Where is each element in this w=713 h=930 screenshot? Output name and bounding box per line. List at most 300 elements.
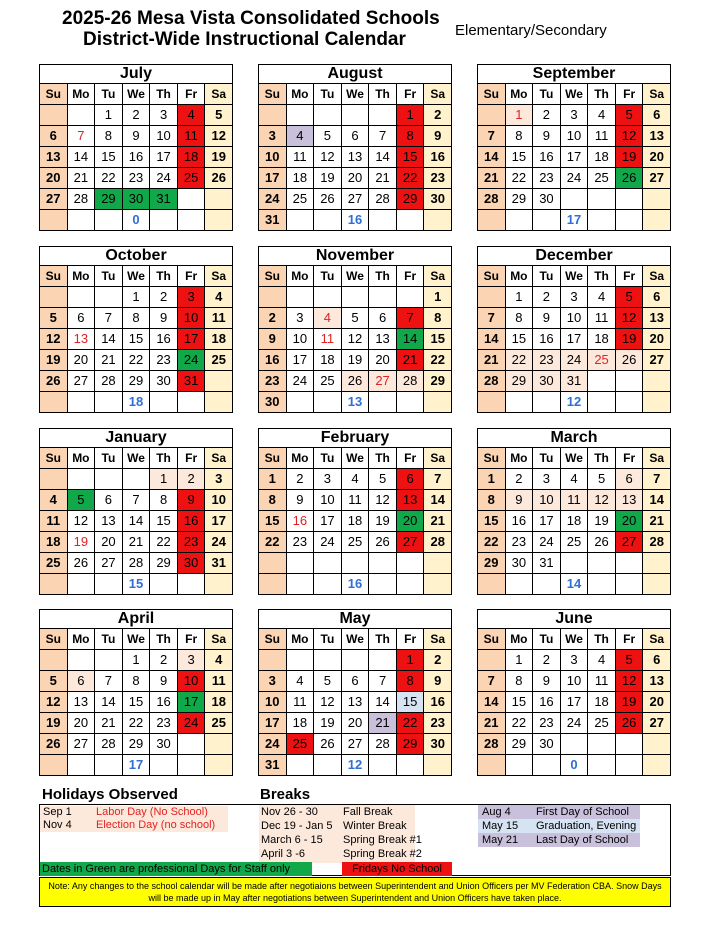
day-cell: 11: [40, 511, 68, 532]
day-cell: 11: [561, 490, 589, 511]
weekday-header: Mo: [287, 84, 315, 105]
day-cell: 12: [40, 692, 68, 713]
day-cell: 4: [342, 469, 370, 490]
day-cell: 5: [314, 126, 342, 147]
weekday-header: We: [123, 629, 151, 650]
weekday-header: Fr: [616, 448, 644, 469]
day-cell: 27: [95, 553, 123, 574]
day-cell: 20: [342, 168, 370, 189]
day-cell: 18: [287, 168, 315, 189]
event-name-3: Last Day of School: [536, 834, 629, 846]
instructional-day-count: 16: [342, 210, 370, 231]
day-cell: 22: [150, 532, 178, 553]
day-cell: 14: [643, 490, 671, 511]
empty-cell: [533, 755, 561, 776]
empty-cell: [68, 650, 96, 671]
day-cell: 22: [424, 350, 452, 371]
day-cell: 15: [95, 147, 123, 168]
day-cell: 19: [68, 532, 96, 553]
day-cell: 12: [616, 308, 644, 329]
day-cell: 9: [424, 126, 452, 147]
weekday-header: We: [342, 266, 370, 287]
empty-cell: [178, 755, 206, 776]
day-cell: 7: [424, 469, 452, 490]
day-cell: 4: [205, 287, 233, 308]
weekday-header: Sa: [643, 84, 671, 105]
day-cell: 2: [533, 287, 561, 308]
holiday-date-2: Nov 4: [43, 819, 72, 831]
instructional-day-count: 0: [561, 755, 589, 776]
day-cell: 26: [205, 168, 233, 189]
empty-cell: [314, 392, 342, 413]
day-cell: 4: [314, 308, 342, 329]
day-cell: 27: [342, 189, 370, 210]
weekday-header: Fr: [397, 448, 425, 469]
day-cell: 9: [424, 671, 452, 692]
day-cell: 19: [314, 713, 342, 734]
day-cell: 12: [68, 511, 96, 532]
day-cell: 16: [259, 350, 287, 371]
weekday-header: Sa: [205, 629, 233, 650]
day-cell: 3: [178, 650, 206, 671]
day-cell: 28: [478, 371, 506, 392]
day-cell: 16: [123, 147, 151, 168]
empty-cell: [314, 650, 342, 671]
day-cell: 15: [506, 692, 534, 713]
empty-cell: [616, 210, 644, 231]
day-cell: 20: [616, 511, 644, 532]
empty-cell: [68, 105, 96, 126]
day-cell: 22: [506, 713, 534, 734]
day-cell: 17: [178, 692, 206, 713]
day-cell: 17: [561, 147, 589, 168]
day-cell: 1: [123, 650, 151, 671]
day-cell: 26: [616, 168, 644, 189]
empty-cell: [588, 553, 616, 574]
weekday-header: Su: [259, 84, 287, 105]
day-cell: 8: [150, 490, 178, 511]
empty-cell: [643, 574, 671, 595]
day-cell: 10: [259, 692, 287, 713]
day-cell: 2: [287, 469, 315, 490]
day-cell: 20: [397, 511, 425, 532]
weekday-header: Su: [40, 629, 68, 650]
empty-cell: [150, 755, 178, 776]
day-cell: 5: [616, 105, 644, 126]
empty-cell: [287, 210, 315, 231]
empty-cell: [397, 210, 425, 231]
empty-cell: [95, 210, 123, 231]
break-name-2: Winter Break: [343, 820, 407, 832]
empty-cell: [397, 553, 425, 574]
month-name: November: [258, 246, 452, 265]
day-cell: 19: [40, 350, 68, 371]
weekday-header: Fr: [178, 266, 206, 287]
empty-cell: [369, 287, 397, 308]
day-cell: 6: [342, 671, 370, 692]
weekday-header: Th: [369, 448, 397, 469]
day-cell: 31: [205, 553, 233, 574]
empty-cell: [478, 392, 506, 413]
day-cell: 30: [123, 189, 151, 210]
empty-cell: [40, 210, 68, 231]
day-cell: 3: [533, 469, 561, 490]
empty-cell: [314, 553, 342, 574]
subtitle: Elementary/Secondary: [455, 22, 607, 39]
empty-cell: [68, 469, 96, 490]
day-cell: 16: [178, 511, 206, 532]
day-cell: 9: [259, 329, 287, 350]
day-cell: 1: [424, 287, 452, 308]
day-cell: 24: [259, 734, 287, 755]
day-cell: 29: [150, 553, 178, 574]
day-cell: 25: [342, 532, 370, 553]
instructional-day-count: 17: [123, 755, 151, 776]
day-cell: 3: [561, 650, 589, 671]
day-cell: 9: [533, 308, 561, 329]
empty-cell: [342, 105, 370, 126]
weekday-header: Mo: [68, 629, 96, 650]
day-cell: 11: [314, 329, 342, 350]
empty-cell: [643, 371, 671, 392]
empty-cell: [616, 574, 644, 595]
day-cell: 15: [424, 329, 452, 350]
empty-cell: [95, 469, 123, 490]
day-cell: 5: [314, 671, 342, 692]
day-cell: 9: [150, 308, 178, 329]
empty-cell: [424, 553, 452, 574]
instructional-day-count: 13: [342, 392, 370, 413]
empty-cell: [397, 392, 425, 413]
day-cell: 24: [561, 168, 589, 189]
empty-cell: [314, 105, 342, 126]
day-cell: 22: [397, 168, 425, 189]
day-cell: 23: [424, 168, 452, 189]
month-february: [258, 428, 452, 595]
empty-cell: [643, 189, 671, 210]
empty-cell: [178, 210, 206, 231]
empty-cell: [205, 755, 233, 776]
weekday-header: Mo: [287, 266, 315, 287]
empty-cell: [178, 189, 206, 210]
day-cell: 9: [506, 490, 534, 511]
day-cell: 17: [178, 329, 206, 350]
day-cell: 16: [287, 511, 315, 532]
footer-note: Note: Any changes to the school calendar will be made after negotiaions between Superintendent and Union Officers per MV Federation CBA. Snow Days will be made up in May after negotiations between Superintendent and Union Officers have taken place.: [39, 877, 671, 907]
weekday-header: Tu: [533, 84, 561, 105]
day-cell: 26: [616, 713, 644, 734]
day-cell: 6: [342, 126, 370, 147]
empty-cell: [40, 105, 68, 126]
day-cell: 3: [150, 105, 178, 126]
empty-cell: [205, 574, 233, 595]
day-cell: 19: [314, 168, 342, 189]
weekday-header: Th: [369, 84, 397, 105]
day-cell: 15: [506, 147, 534, 168]
weekday-header: Mo: [287, 629, 315, 650]
day-cell: 24: [150, 168, 178, 189]
month-name: August: [258, 64, 452, 83]
instructional-day-count: 12: [561, 392, 589, 413]
day-cell: 29: [506, 371, 534, 392]
weekday-header: Sa: [424, 448, 452, 469]
day-cell: 22: [506, 168, 534, 189]
day-cell: 21: [68, 168, 96, 189]
day-cell: 8: [123, 308, 151, 329]
weekday-header: Th: [588, 84, 616, 105]
day-cell: 3: [314, 469, 342, 490]
day-cell: 12: [616, 671, 644, 692]
empty-cell: [259, 105, 287, 126]
day-cell: 27: [68, 371, 96, 392]
day-cell: 24: [561, 350, 589, 371]
empty-cell: [506, 574, 534, 595]
weekday-header: We: [123, 448, 151, 469]
break-date-2: Dec 19 - Jan 5: [261, 820, 333, 832]
weekday-header: We: [123, 266, 151, 287]
weekday-header: Th: [150, 448, 178, 469]
empty-cell: [123, 469, 151, 490]
weekday-header: Mo: [68, 448, 96, 469]
day-cell: 5: [40, 308, 68, 329]
day-cell: 31: [533, 553, 561, 574]
month-december: [477, 246, 671, 413]
day-cell: 11: [588, 308, 616, 329]
empty-cell: [205, 210, 233, 231]
empty-cell: [561, 553, 589, 574]
weekday-header: We: [561, 448, 589, 469]
day-cell: 13: [643, 671, 671, 692]
weekday-header: We: [123, 84, 151, 105]
day-cell: 6: [397, 469, 425, 490]
day-cell: 20: [68, 350, 96, 371]
day-cell: 19: [616, 147, 644, 168]
weekday-header: Su: [478, 84, 506, 105]
day-cell: 31: [259, 210, 287, 231]
empty-cell: [314, 210, 342, 231]
month-september: [477, 64, 671, 231]
day-cell: 21: [95, 350, 123, 371]
day-cell: 7: [397, 308, 425, 329]
day-cell: 8: [397, 671, 425, 692]
empty-cell: [369, 105, 397, 126]
empty-cell: [68, 755, 96, 776]
day-cell: 11: [342, 490, 370, 511]
day-cell: 21: [478, 350, 506, 371]
day-cell: 6: [68, 308, 96, 329]
empty-cell: [369, 650, 397, 671]
empty-cell: [643, 553, 671, 574]
day-cell: 15: [123, 329, 151, 350]
day-cell: 29: [123, 734, 151, 755]
day-cell: 31: [150, 189, 178, 210]
day-cell: 15: [506, 329, 534, 350]
day-cell: 6: [616, 469, 644, 490]
empty-cell: [40, 287, 68, 308]
day-cell: 17: [259, 168, 287, 189]
day-cell: 4: [178, 105, 206, 126]
empty-cell: [205, 392, 233, 413]
day-cell: 6: [95, 490, 123, 511]
day-cell: 19: [369, 511, 397, 532]
break-date-1: Nov 26 - 30: [261, 806, 318, 818]
instructional-day-count: 18: [123, 392, 151, 413]
day-cell: 24: [178, 350, 206, 371]
day-cell: 16: [533, 329, 561, 350]
day-cell: 2: [178, 469, 206, 490]
day-cell: 3: [259, 671, 287, 692]
day-cell: 16: [533, 147, 561, 168]
weekday-header: Th: [369, 629, 397, 650]
day-cell: 18: [205, 329, 233, 350]
day-cell: 23: [287, 532, 315, 553]
day-cell: 12: [314, 692, 342, 713]
day-cell: 22: [506, 350, 534, 371]
weekday-header: We: [342, 448, 370, 469]
empty-cell: [178, 392, 206, 413]
day-cell: 22: [259, 532, 287, 553]
event-name-2: Graduation, Evening: [536, 820, 637, 832]
day-cell: 25: [178, 168, 206, 189]
weekday-header: Su: [478, 266, 506, 287]
day-cell: 13: [643, 308, 671, 329]
day-cell: 20: [643, 329, 671, 350]
day-cell: 14: [123, 511, 151, 532]
day-cell: 13: [342, 147, 370, 168]
day-cell: 10: [533, 490, 561, 511]
day-cell: 24: [259, 189, 287, 210]
empty-cell: [259, 287, 287, 308]
weekday-header: Th: [369, 266, 397, 287]
day-cell: 30: [533, 189, 561, 210]
break-name-4: Spring Break #2: [343, 848, 422, 860]
day-cell: 1: [95, 105, 123, 126]
day-cell: 2: [424, 105, 452, 126]
weekday-header: Th: [588, 266, 616, 287]
weekday-header: Fr: [178, 629, 206, 650]
day-cell: 10: [314, 490, 342, 511]
day-cell: 24: [178, 713, 206, 734]
day-cell: 21: [95, 713, 123, 734]
day-cell: 2: [533, 650, 561, 671]
empty-cell: [643, 392, 671, 413]
day-cell: 16: [150, 692, 178, 713]
day-cell: 23: [178, 532, 206, 553]
weekday-header: Tu: [95, 266, 123, 287]
month-name: June: [477, 609, 671, 628]
day-cell: 2: [259, 308, 287, 329]
day-cell: 12: [588, 490, 616, 511]
break-date-3: March 6 - 15: [261, 834, 323, 846]
day-cell: 29: [506, 189, 534, 210]
empty-cell: [314, 287, 342, 308]
empty-cell: [643, 734, 671, 755]
event-date-2: May 15: [482, 820, 519, 832]
day-cell: 5: [40, 671, 68, 692]
day-cell: 22: [123, 713, 151, 734]
day-cell: 10: [561, 126, 589, 147]
day-cell: 26: [369, 532, 397, 553]
empty-cell: [616, 553, 644, 574]
empty-cell: [369, 755, 397, 776]
day-cell: 12: [40, 329, 68, 350]
day-cell: 9: [123, 126, 151, 147]
day-cell: 17: [561, 329, 589, 350]
day-cell: 6: [369, 308, 397, 329]
empty-cell: [342, 553, 370, 574]
weekday-header: Mo: [68, 84, 96, 105]
month-name: January: [39, 428, 233, 447]
empty-cell: [533, 392, 561, 413]
day-cell: 20: [643, 147, 671, 168]
day-cell: 25: [588, 713, 616, 734]
day-cell: 18: [40, 532, 68, 553]
day-cell: 9: [533, 126, 561, 147]
weekday-header: We: [342, 84, 370, 105]
day-cell: 18: [588, 692, 616, 713]
event-date-1: Aug 4: [482, 806, 511, 818]
day-cell: 5: [205, 105, 233, 126]
empty-cell: [616, 734, 644, 755]
day-cell: 26: [314, 189, 342, 210]
empty-cell: [424, 210, 452, 231]
empty-cell: [588, 210, 616, 231]
day-cell: 27: [342, 734, 370, 755]
empty-cell: [616, 371, 644, 392]
weekday-header: Tu: [95, 84, 123, 105]
empty-cell: [397, 287, 425, 308]
holidays-title: Holidays Observed: [42, 786, 178, 803]
weekday-header: Th: [150, 629, 178, 650]
day-cell: 15: [397, 692, 425, 713]
break-date-4: April 3 -6: [261, 848, 306, 860]
day-cell: 20: [68, 713, 96, 734]
day-cell: 24: [205, 532, 233, 553]
month-june: [477, 609, 671, 776]
day-cell: 10: [287, 329, 315, 350]
day-cell: 27: [643, 350, 671, 371]
weekday-header: Sa: [424, 84, 452, 105]
day-cell: 16: [424, 147, 452, 168]
page-title: [52, 8, 452, 50]
empty-cell: [478, 105, 506, 126]
empty-cell: [287, 553, 315, 574]
empty-cell: [287, 287, 315, 308]
holiday-name-2: Election Day (no school): [96, 819, 216, 831]
day-cell: 31: [259, 755, 287, 776]
weekday-header: Sa: [643, 448, 671, 469]
day-cell: 26: [40, 371, 68, 392]
event-date-3: May 21: [482, 834, 519, 846]
title-line-1: 2025-26 Mesa Vista Consolidated Schools: [62, 8, 440, 29]
empty-cell: [424, 755, 452, 776]
day-cell: 30: [178, 553, 206, 574]
month-august: [258, 64, 452, 231]
day-cell: 26: [588, 532, 616, 553]
empty-cell: [178, 574, 206, 595]
day-cell: 28: [369, 734, 397, 755]
day-cell: 4: [588, 287, 616, 308]
weekday-header: Fr: [616, 629, 644, 650]
weekday-header: Th: [588, 629, 616, 650]
day-cell: 1: [259, 469, 287, 490]
day-cell: 23: [150, 713, 178, 734]
day-cell: 10: [205, 490, 233, 511]
weekday-header: Tu: [533, 629, 561, 650]
day-cell: 28: [478, 189, 506, 210]
weekday-header: Sa: [424, 629, 452, 650]
day-cell: 3: [205, 469, 233, 490]
